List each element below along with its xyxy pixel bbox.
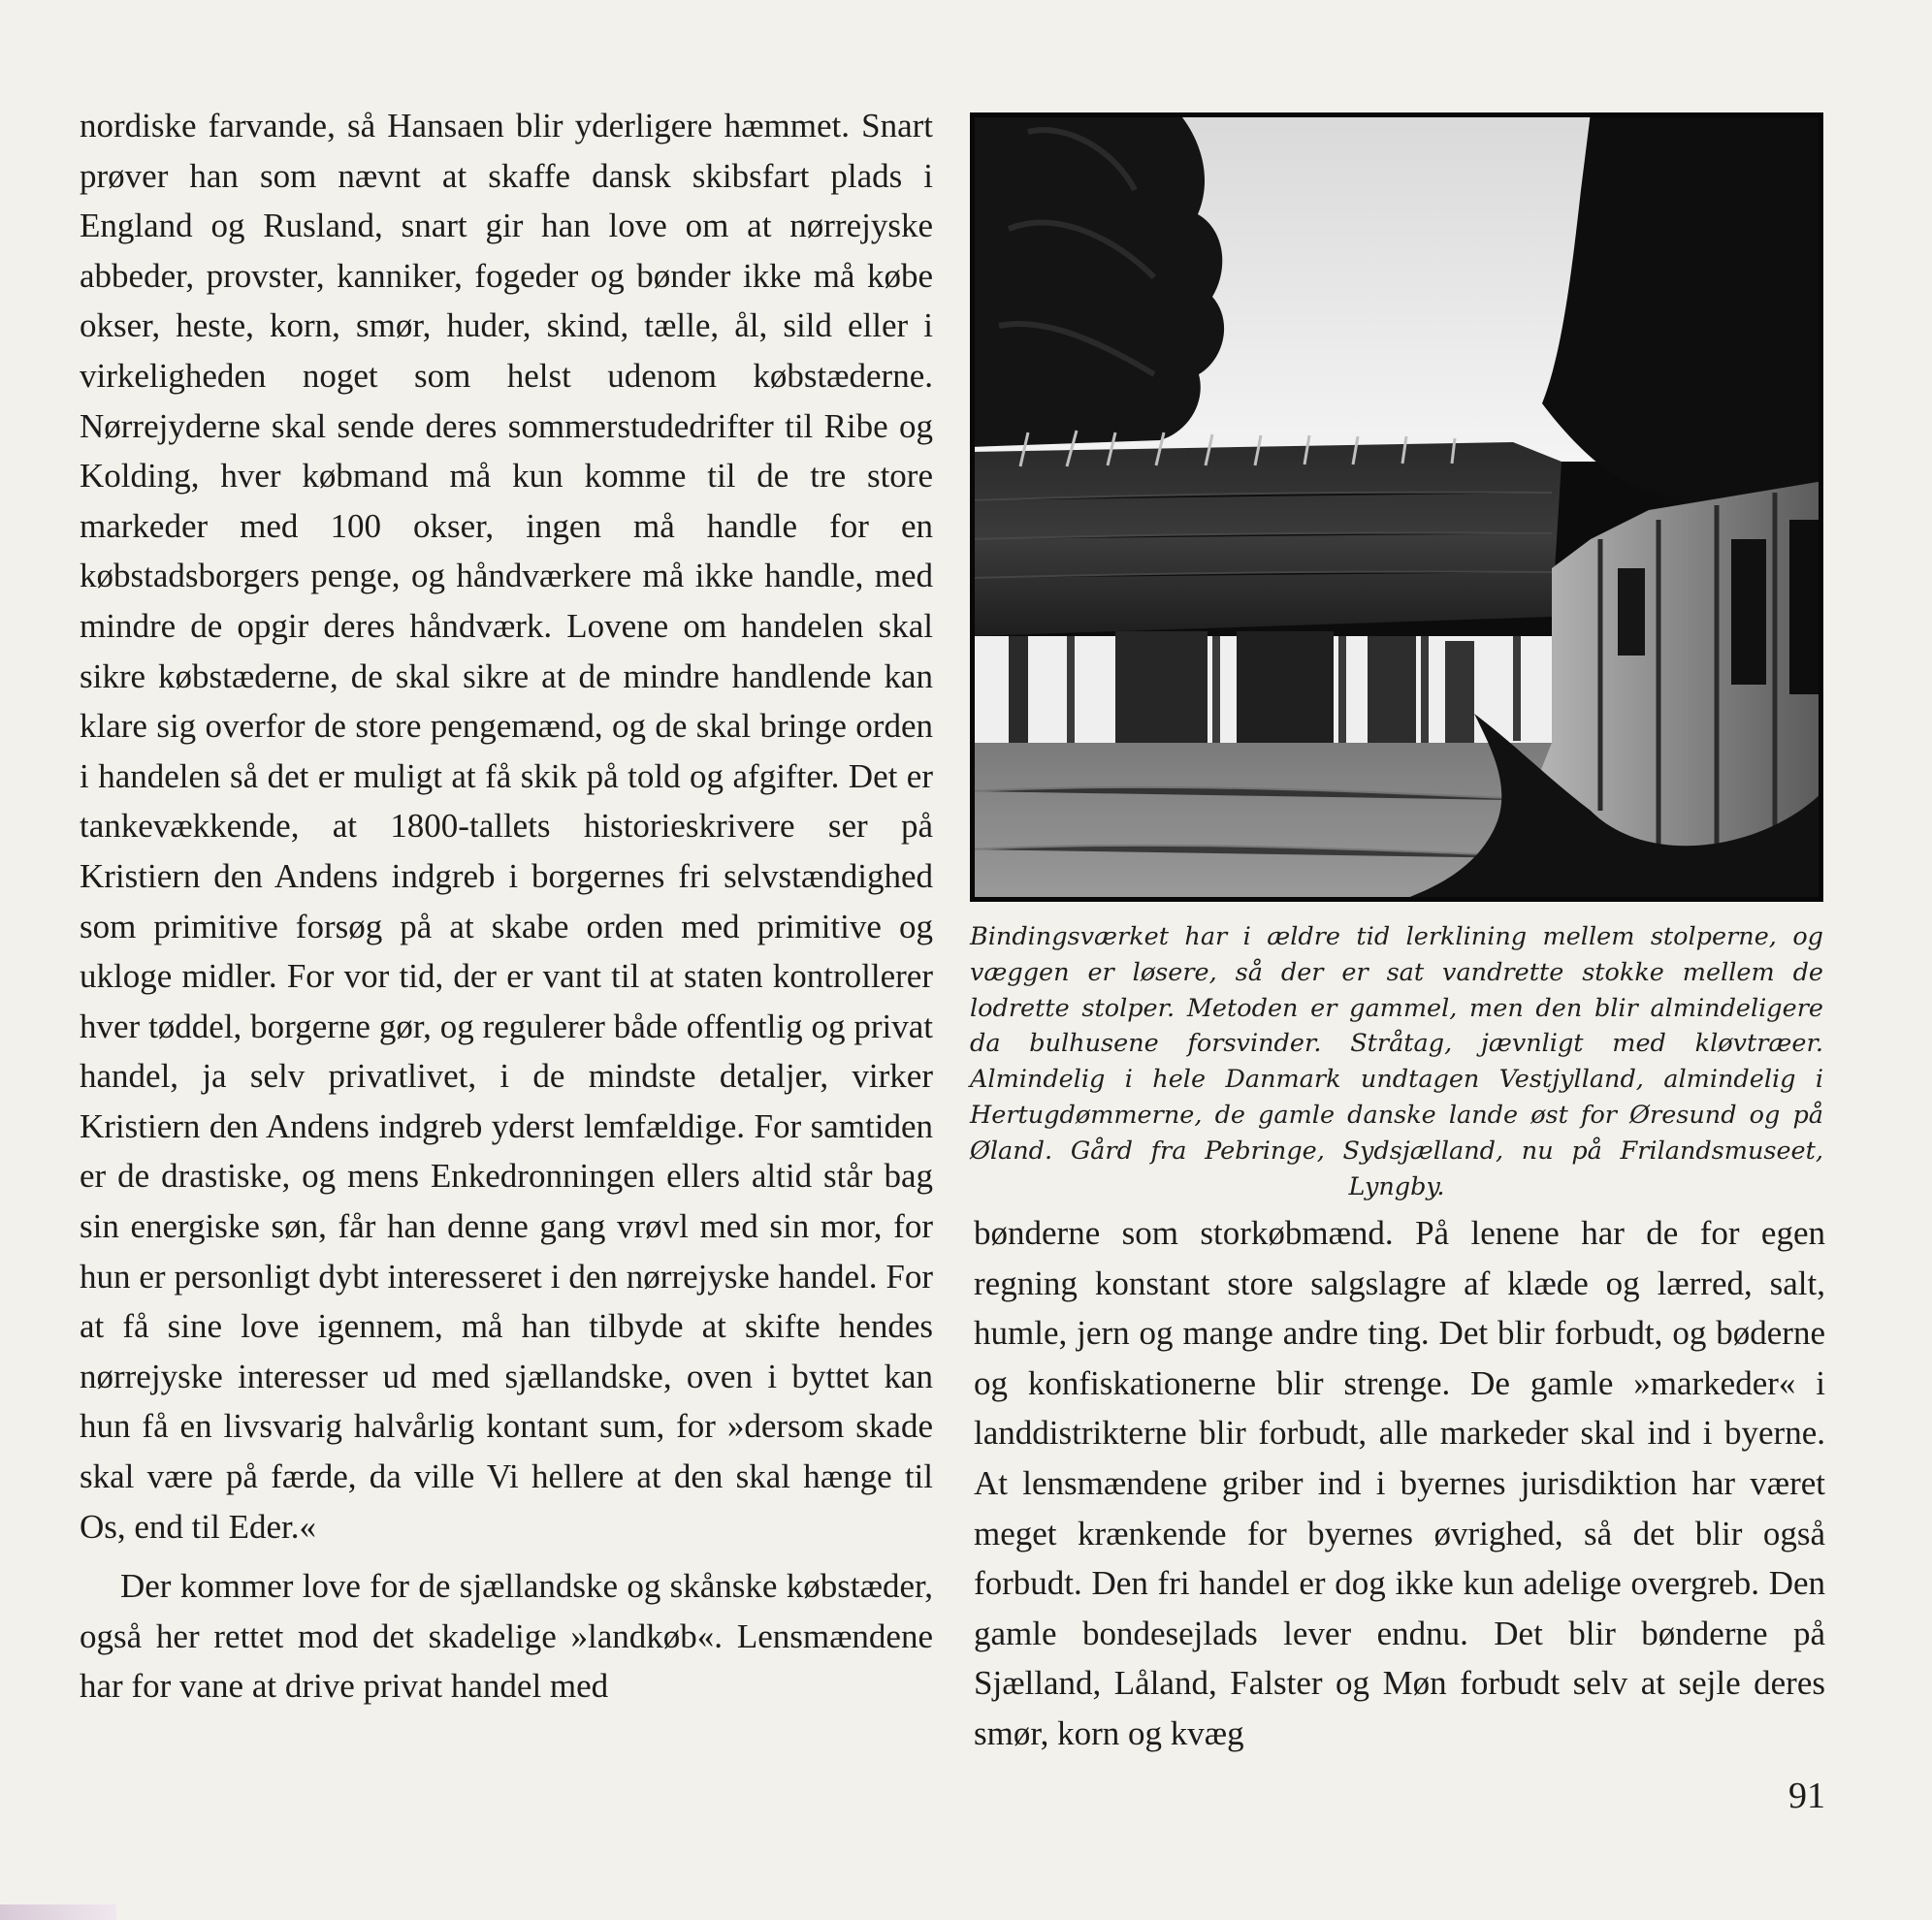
body-paragraph: bønderne som storkøbmænd. På lenene har de for egen regning konstant store salgslagre af klæde og lærred, salt, humle, jern og mange andre ting. Det blir forbudt, og bøderne og konfiskationerne blir strenge. De gamle »markeder« i landdistrikterne blir forbudt, alle markeder skal ind i byerne. At lensmændene griber ind i byernes jurisdiktion har været meget krænkende for byernes øvrighed, så det blir også forbudt. Den fri handel er dog ikke kun adelige overgreb. Den gamle bondesejlads lever endnu. Det blir bønderne på Sjælland, Låland, Falster og Møn forbudt selv at sejle deres smør, korn og kvæg: [974, 1214, 1825, 1752]
body-paragraph: nordiske farvande, så Hansaen blir yderligere hæmmet. Snart prøver han som nævnt at skaffe dansk skibsfart plads i England og Rusland, snart gir han love om at nørrejyske abbeder, provster, kanniker, fogeder og bønder ikke må købe okser, heste, korn, smør, huder, skind, tælle, ål, sild eller i virkeligheden noget som helst udenom købstæderne. Nørrejyderne skal sende deres sommerstudedrifter til Ribe og Kolding, hver købmand må kun komme til de tre store markeder med 100 okser, ingen må handle for en købstadsborgers penge, og håndværkere må ikke handle, med mindre de opgir deres håndværk. Lovene om handelen skal sikre købstæderne, de skal sikre at de mindre handlende kan klare sig overfor de store pengemænd, og de skal bringe orden i handelen så det er muligt at få skik på told og afgifter. Det er tankevækkende, at 1800-tallets historieskrivere ser på Kristiern den Andens indgreb i borgernes fri selvstændighed som primitive forsøg på at skabe orden med primitive og ukloge midler. For vor tid, der er vant til at staten kontrollerer hver tøddel, borgerne gør, og regulerer både offentlig og privat handel, ja selv privatlivet, i de mindste detaljer, virker Kristiern den Andens indgreb yderst lemfældige. For samtiden er de drastiske, og mens Enkedronningen ellers altid står bag sin energiske søn, får han denne gang vrøvl med sin mor, for hun er personligt dybt interesseret i den nørrejyske handel. For at få sine love igennem, må han tilbyde at skifte hendes nørrejyske interesser ud med sjællandske, oven i byttet kan hun få en livsvarig halvårlig kontant sum, for »dersom skade skal være på færde, da ville Vi hellere at den skal hænge til Os, end til Eder.«: [80, 107, 933, 1546]
page-number: 91: [1788, 1776, 1825, 1816]
left-text-column: [80, 101, 933, 1712]
page-edge-mark: [0, 1904, 116, 1920]
photo-caption: Bindingsværket har i ældre tid lerklining mellem stolperne, og væggen er løsere, så der er sat vandrette stokke mellem de lodrette stolper. Metoden er gammel, men den blir almindeligere da bulhusene forsvinder. Stråtag, jævnligt med kløvtræer. Almindelig i hele Danmark undtagen Vestjylland, almindelig i Hertugdømmerne, de gamle danske lande øst for Øresund og på Øland. Gård fra Pebringe, Sydsjælland, nu på Frilandsmuseet, Lyngby.: [970, 922, 1823, 1201]
farmhouse-photograph: [970, 112, 1823, 902]
body-paragraph: Der kommer love for de sjællandske og skånske købstæder, også her rettet mod det skadelige »landkøb«. Lensmændene har for vane at drive privat handel med: [80, 1567, 933, 1706]
right-text-column: [974, 1208, 1825, 1759]
farmhouse-photo-illustration: [970, 112, 1823, 902]
